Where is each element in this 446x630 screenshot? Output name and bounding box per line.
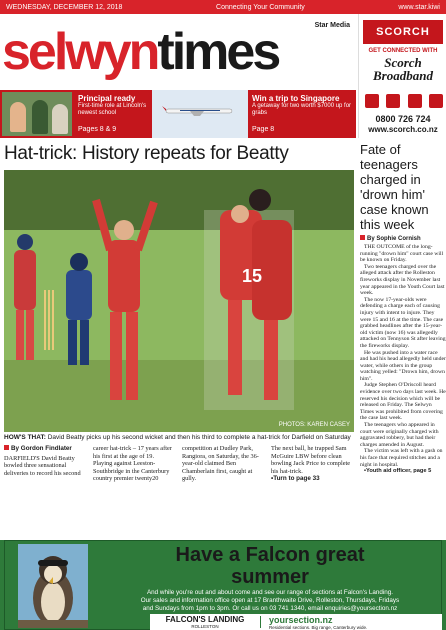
side-byline: By Sophie Cornish bbox=[360, 235, 446, 242]
falcons-landing-logo[interactable]: FALCON'S LANDING ROLLESTON bbox=[165, 615, 245, 629]
tagline: Connecting Your Community bbox=[216, 3, 305, 11]
side-story bbox=[360, 142, 446, 475]
masthead bbox=[0, 14, 356, 86]
promo-title: Principal ready bbox=[78, 94, 136, 103]
router-icon bbox=[429, 94, 443, 108]
side-paragraph: He was pushed into a water race and had his head allegedly held under water, while others in the group watching yelled: "Drown him, drown him". bbox=[360, 349, 446, 382]
svg-text:15: 15 bbox=[242, 266, 263, 286]
falcon-image bbox=[18, 544, 88, 628]
promo-subtitle: First-time role at Lincoln's newest school bbox=[78, 103, 147, 116]
wifi-icon bbox=[365, 94, 379, 108]
story-text: The next ball, he trapped Sam McGuire LBW before clean bowling Jack Price to complete his hat-trick. bbox=[271, 445, 351, 475]
turn-to-page-link[interactable]: •Turn to page 33 bbox=[271, 475, 320, 483]
scorch-ad[interactable] bbox=[358, 14, 446, 138]
story-text: career hat-trick – 17 years after his first at the age of 19. Playing against Leeston-Southbridge in the Canterbury country premier twenty20 bbox=[93, 445, 172, 483]
story-text: DARFIELD'S David Beatty bowled three sensational deliveries to record his second bbox=[4, 454, 81, 477]
phone-icon bbox=[408, 94, 422, 108]
story-column-3 bbox=[182, 445, 265, 529]
scorch-service-icons bbox=[365, 94, 443, 108]
issue-date: WEDNESDAY, DECEMBER 12, 2018 bbox=[6, 3, 123, 11]
promo-page: Page 8 bbox=[252, 126, 275, 133]
promo-principal[interactable] bbox=[0, 90, 152, 138]
side-paragraph: Judge Stephen O'Driscoll heard evidence over two days last week. He reserved his decision which will be released on Friday. The Selwyn Times was prohibited from covering the case last week. bbox=[360, 382, 446, 422]
falcon-landing-ad[interactable] bbox=[0, 540, 446, 630]
side-paragraph: The teenagers who appeared in court were originally charged with aggravated robbery, but had their charges amended in August. bbox=[360, 422, 439, 448]
ad-footer bbox=[150, 614, 442, 630]
top-bar bbox=[0, 0, 446, 14]
side-paragraph: The now 17-year-olds were defending a charge each of causing injury with intent to injure. They were 15 and 16 at the time. The case grabbed headlines after the 15-year-old victim (now 16) was allegedly attacked on Tennyson St after leaving the fireworks display. bbox=[360, 296, 446, 349]
scorch-name: Scorch Broadband bbox=[373, 55, 433, 83]
story-column-4 bbox=[271, 445, 354, 529]
promo-page: Pages 8 & 9 bbox=[78, 126, 117, 133]
newspaper-logo[interactable]: selwyntimes bbox=[2, 23, 279, 81]
cricket-photo bbox=[4, 170, 354, 432]
website-link[interactable]: www.star.kiwi bbox=[398, 3, 440, 11]
side-headline[interactable]: Fate of teenagers charged in 'drown him' case known this week bbox=[360, 142, 429, 232]
caption-lead: HOW'S THAT: bbox=[4, 434, 46, 441]
side-paragraph: Two teenagers charged over the alleged attack after the Rolleston fireworks display in November last year appeared in the Youth Court last week. bbox=[360, 263, 445, 297]
scorch-logo: SCORCH bbox=[363, 20, 443, 44]
story-column-1 bbox=[4, 445, 87, 529]
ad-text-line: Our sales and information office open at 17 Branthwaite Drive, Rolleston, Thursdays, Fridays bbox=[140, 597, 400, 604]
promo-singapore[interactable] bbox=[248, 90, 356, 138]
promo-title: Win a trip to Singapore bbox=[252, 94, 340, 103]
scorch-website[interactable]: www.scorch.co.nz bbox=[368, 125, 438, 134]
side-paragraph: The victim was left with a gash on his face that required stitches and a night in hospital. bbox=[360, 448, 443, 468]
promo-strip bbox=[0, 90, 356, 138]
falcon-icon bbox=[18, 544, 88, 628]
main-headline[interactable]: Hat-trick: History repeats for Beatty bbox=[4, 143, 289, 164]
story-byline: By Gordon Findlater bbox=[4, 445, 87, 453]
scorch-connect-text: GET CONNECTED WITH bbox=[368, 48, 438, 54]
side-story-body bbox=[360, 244, 446, 475]
photo-credit: PHOTOS: KAREN CASEY bbox=[278, 422, 350, 428]
story-column-2 bbox=[93, 445, 176, 529]
promo-subtitle: A getaway for two worth $7000 up for grabs bbox=[252, 103, 352, 116]
yoursection-logo[interactable]: yoursection.nz Residential sections. Big range, Canterbury wide. bbox=[269, 614, 368, 630]
ad-text-line: And while you're out and about come and see our range of sections at Falcon's Landing. bbox=[146, 589, 394, 596]
tower-icon bbox=[386, 94, 400, 108]
side-turn-link[interactable]: •Youth aid officer, page 5 bbox=[364, 468, 432, 475]
main-story-body bbox=[4, 445, 354, 529]
principal-photo bbox=[2, 92, 72, 136]
promo-plane-image bbox=[152, 90, 248, 138]
publisher-label: Star Media bbox=[314, 22, 350, 29]
ad-text-line: and Sundays from 1pm to 3pm. Or call us on 03 741 1340, email enquiries@yoursection.nz bbox=[142, 605, 398, 612]
photo-caption bbox=[4, 434, 354, 442]
airplane-icon bbox=[160, 106, 240, 116]
side-paragraph: THE OUTCOME of the long-running "drown him" court case will be known on Friday. bbox=[360, 244, 444, 264]
caption-text: David Beatty picks up his second wicket and then his third to complete a hat-trick for Darfield on Saturday bbox=[47, 434, 351, 441]
ad-headline: Have a Falcon great summer bbox=[175, 544, 365, 588]
cricket-photo-illustration bbox=[4, 170, 354, 432]
story-text: competition at Dudley Park, Rangiora, on Saturday, the 36-year-old claimed Ben Chamberlain first, caught at gully. bbox=[182, 445, 259, 483]
scorch-phone: 0800 726 724 bbox=[375, 114, 431, 124]
